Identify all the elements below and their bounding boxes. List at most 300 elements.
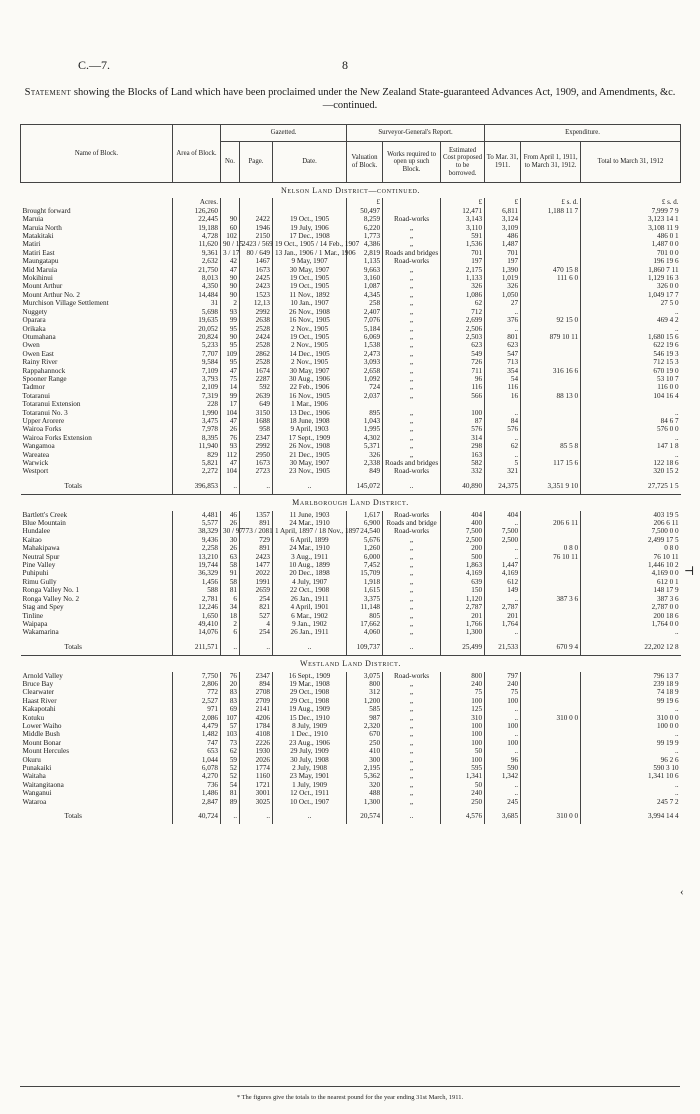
- table-row: [21, 756, 681, 764]
- cell-area: 1,482: [173, 730, 221, 738]
- table-row: [21, 316, 681, 324]
- table-row: [21, 451, 681, 459]
- cell-area: 7,707: [173, 350, 221, 358]
- cell-gazette-date: 20 Dec., 1898: [273, 569, 347, 577]
- cell-total-to-mar-1912: ..: [581, 434, 681, 442]
- cell-to-mar-1911: ..: [485, 325, 521, 333]
- cell-from-apr-1911: [521, 756, 581, 764]
- cell-from-apr-1911: [521, 798, 581, 806]
- table-row: [21, 215, 681, 223]
- cell-gazette-date: 3 Aug., 1911: [273, 553, 347, 561]
- cell-total-to-mar-1912: ..: [581, 789, 681, 797]
- cell-gazette-no: 93: [221, 442, 240, 450]
- cell-to-mar-1911: 801: [485, 333, 521, 341]
- cell-estimated-cost: 200: [441, 544, 485, 552]
- cell-total-to-mar-1912: ..: [581, 705, 681, 713]
- cell-to-mar-1911: 623: [485, 341, 521, 349]
- cell-block-name: Mount Arthur No. 2: [22, 290, 80, 299]
- cell-area: 19,635: [173, 316, 221, 324]
- cell-gazette-page: 3025: [240, 798, 273, 806]
- cell-gazette-no: 90: [221, 333, 240, 341]
- cell-gazette-page: 2528: [240, 325, 273, 333]
- cell-valuation: 326: [347, 451, 383, 459]
- cell-gazette-date: 1 Dec., 1910: [273, 730, 347, 738]
- cell-estimated-cost: 566: [441, 392, 485, 400]
- cell-to-mar-1911: 240: [485, 680, 521, 688]
- cell-estimated-cost: 3,143: [441, 215, 485, 223]
- cell-gazette-page: 2022: [240, 569, 273, 577]
- cell-gazette-no: 83: [221, 688, 240, 696]
- cell-block-name: Mount Bonar: [22, 738, 62, 747]
- cell-to-mar-1911: 486: [485, 232, 521, 240]
- cell-area: 21,750: [173, 266, 221, 274]
- cell-from-apr-1911: 316 16 6: [521, 367, 581, 375]
- cell-from-apr-1911: [521, 578, 581, 586]
- cell-total-to-mar-1912: 387 3 6: [581, 595, 681, 603]
- cell-works: „: [383, 722, 441, 730]
- cell-area: 12,246: [173, 603, 221, 611]
- cell-to-mar-1911: 547: [485, 350, 521, 358]
- cell-total-to-mar-1912: 622 19 6: [581, 341, 681, 349]
- cell-gazette-date: 19 Oct., 1905: [273, 274, 347, 282]
- cell-area: 36,329: [173, 569, 221, 577]
- cell-works: „: [383, 375, 441, 383]
- table-row: [21, 561, 681, 569]
- cell-total-to-mar-1912: 403 19 5: [581, 511, 681, 519]
- cell-total-to-mar-1912: 84 6 7: [581, 417, 681, 425]
- cell-works: „: [383, 764, 441, 772]
- table-row: [21, 747, 681, 755]
- cell-gazette-date: 29 July, 1909: [273, 747, 347, 755]
- cell-area: 2,272: [173, 467, 221, 475]
- cell-from-apr-1911: [521, 467, 581, 475]
- table-header: [21, 125, 681, 183]
- cell-gazette-no: 58: [221, 561, 240, 569]
- cell-to-mar-1911: 2,787: [485, 603, 521, 611]
- cell-valuation: 1,135: [347, 257, 383, 265]
- cell-gazette-date: 26 Jan., 1911: [273, 628, 347, 636]
- table-row: [21, 595, 681, 603]
- cell-from-apr-1911: [521, 215, 581, 223]
- cell-total-to-mar-1912: 1,487 0 0: [581, 240, 681, 248]
- cell-block-name: Wakamarina: [22, 628, 59, 637]
- cell-area: 7,319: [173, 392, 221, 400]
- cell-gazette-page: 592: [240, 383, 273, 391]
- cell-block-name: Waipapa: [22, 619, 48, 628]
- cell-gazette-page: 2026: [240, 756, 273, 764]
- cell-estimated-cost: 240: [441, 680, 485, 688]
- cell-area: 19,744: [173, 561, 221, 569]
- table-row: [21, 603, 681, 611]
- cell-gazette-no: 54: [221, 781, 240, 789]
- cell-valuation: 250: [347, 739, 383, 747]
- table-row: [21, 299, 681, 307]
- cell-to-mar-1911: ..: [485, 434, 521, 442]
- cell-area: 38,329: [173, 527, 221, 535]
- cell-estimated-cost: 250: [441, 798, 485, 806]
- cell-gazette-no: 93: [221, 308, 240, 316]
- unit-label: [21, 198, 173, 206]
- cell-gazette-no: 76: [221, 434, 240, 442]
- cell-to-mar-1911: 7,500: [485, 527, 521, 535]
- cell-gazette-no: 83: [221, 697, 240, 705]
- cell-gazette-no: 91: [221, 569, 240, 577]
- cell-valuation: 8,259: [347, 215, 383, 223]
- cell-estimated-cost: 100: [441, 697, 485, 705]
- cell-gazette-date: 22 Feb., 1906: [273, 383, 347, 391]
- cell-estimated-cost: 12,471: [441, 207, 485, 215]
- cell-from-apr-1911: [521, 628, 581, 636]
- table-row: [21, 553, 681, 561]
- cell-total-to-mar-1912: 116 0 0: [581, 383, 681, 391]
- table-row: [21, 578, 681, 586]
- cell-valuation: 724: [347, 383, 383, 391]
- cell-gazette-no: 95: [221, 341, 240, 349]
- cell-block-name: Bartlett's Creek: [22, 510, 68, 519]
- section-heading: Marlborough Land District.: [21, 495, 681, 511]
- cell-from-apr-1911: 117 15 6: [521, 459, 581, 467]
- cell-to-mar-1911: 54: [485, 375, 521, 383]
- cell-gazette-date: 2 July, 1908: [273, 764, 347, 772]
- cell-gazette-page: 894: [240, 680, 273, 688]
- cell-valuation: 4,386: [347, 240, 383, 248]
- cell-to-mar-1911: 5: [485, 459, 521, 467]
- cell-total-to-mar-1912: 1,860 7 11: [581, 266, 681, 274]
- cell-area: 8,395: [173, 434, 221, 442]
- cell-estimated-cost: 2,500: [441, 536, 485, 544]
- cell-block-name: Rappahannock: [22, 366, 66, 375]
- table-row: [21, 672, 681, 680]
- cell-to-mar-1911: 1,764: [485, 620, 521, 628]
- table-row: [21, 341, 681, 349]
- cell-valuation: 849: [347, 467, 383, 475]
- cell-total-to-mar-1912: 104 16 4: [581, 392, 681, 400]
- cell-area: 1,456: [173, 578, 221, 586]
- cell-total-to-mar-1912: ..: [581, 628, 681, 636]
- cell-block-name: Clearwater: [22, 688, 55, 697]
- cell-from-apr-1911: [521, 383, 581, 391]
- cell-valuation: 1,615: [347, 586, 383, 594]
- cell-to-mar-1911: 100: [485, 722, 521, 730]
- cell-works: „: [383, 350, 441, 358]
- cell-gazette-date: 30 May, 1907: [273, 266, 347, 274]
- cell-total-to-mar-1912: 590 3 10: [581, 764, 681, 772]
- col-header-date: Date.: [273, 142, 347, 183]
- table-row: [21, 240, 681, 248]
- cell-gazette-date: 1 Mar., 1906: [273, 400, 347, 408]
- cell-valuation: 1,617: [347, 511, 383, 519]
- cell-to-mar-1911: 3,109: [485, 224, 521, 232]
- cell-gazette-no: 95: [221, 358, 240, 366]
- page-number: 8: [342, 58, 348, 72]
- cell-area: 7,750: [173, 672, 221, 680]
- cell-works: „: [383, 756, 441, 764]
- cell-to-mar-1911: ..: [485, 409, 521, 417]
- cell-gazette-page: 2150: [240, 232, 273, 240]
- unit-label: Acres.: [173, 198, 221, 206]
- cell-to-mar-1911: 1,447: [485, 561, 521, 569]
- cell-total-to-mar-1912: 122 18 6: [581, 459, 681, 467]
- cell-works: Roads and bridges: [383, 249, 441, 257]
- cell-estimated-cost: 87: [441, 417, 485, 425]
- cell-block-name: Pine Valley: [22, 561, 56, 570]
- cell-total-to-mar-1912: 147 1 8: [581, 442, 681, 450]
- cell-gazette-no: 75: [221, 375, 240, 383]
- cell-block-name: Mount Hercules: [22, 747, 70, 756]
- cell-gazette-page: ..: [240, 476, 273, 495]
- cell-works: „: [383, 620, 441, 628]
- cell-block-name: Matiri East: [22, 248, 55, 257]
- cell-gazette-page: 2708: [240, 688, 273, 696]
- cell-from-apr-1911: [521, 425, 581, 433]
- cell-works: „: [383, 274, 441, 282]
- cell-gazette-date: 26 Nov., 1908: [273, 442, 347, 450]
- cell-works: „: [383, 628, 441, 636]
- cell-gazette-no: 99: [221, 392, 240, 400]
- cell-block-name: Spooner Range: [22, 374, 67, 383]
- cell-from-apr-1911: [521, 772, 581, 780]
- cell-gazette-no: 2: [221, 620, 240, 628]
- cell-from-apr-1911: [521, 561, 581, 569]
- cell-works: „: [383, 688, 441, 696]
- cell-estimated-cost: 800: [441, 672, 485, 680]
- cell-gazette-page: 2347: [240, 434, 273, 442]
- cell-area: 13,210: [173, 553, 221, 561]
- col-header-expenditure: Expenditure.: [485, 125, 681, 142]
- cell-valuation: 2,320: [347, 722, 383, 730]
- cell-from-apr-1911: [521, 680, 581, 688]
- cell-gazette-date: 13 Jan., 1906 / 1 Mar., 1906: [273, 249, 347, 257]
- cell-total-to-mar-1912: 96 2 6: [581, 756, 681, 764]
- cell-to-mar-1911: 62: [485, 442, 521, 450]
- cell-estimated-cost: 2,787: [441, 603, 485, 611]
- cell-to-mar-1911: 797: [485, 672, 521, 680]
- cell-gazette-date: 12 Oct., 1911: [273, 789, 347, 797]
- cell-from-apr-1911: 3,351 9 10: [521, 476, 581, 495]
- cell-gazette-page: 2424: [240, 333, 273, 341]
- table-row: [21, 467, 681, 475]
- cell-valuation: 320: [347, 781, 383, 789]
- col-header-works: Works required to open up such Block.: [383, 142, 441, 183]
- cell-area: 11,940: [173, 442, 221, 450]
- cell-block-name: Wairoa Forks: [22, 425, 62, 434]
- cell-works: „: [383, 595, 441, 603]
- cell-gazette-date: 26 Jan., 1911: [273, 595, 347, 603]
- cell-block-name: Neutral Spur: [22, 552, 60, 561]
- table-row: [21, 333, 681, 341]
- table-row: [21, 383, 681, 391]
- cell-to-mar-1911: 1,390: [485, 266, 521, 274]
- cell-estimated-cost: 701: [441, 249, 485, 257]
- cell-valuation: 670: [347, 730, 383, 738]
- cell-from-apr-1911: [521, 375, 581, 383]
- cell-gazette-page: 729: [240, 536, 273, 544]
- cell-to-mar-1911: 149: [485, 586, 521, 594]
- cell-works: „: [383, 739, 441, 747]
- cell-gazette-page: 1477: [240, 561, 273, 569]
- cell-total-to-mar-1912: 310 0 0: [581, 714, 681, 722]
- cell-to-mar-1911: ..: [485, 519, 521, 527]
- cell-to-mar-1911: ..: [485, 553, 521, 561]
- col-header-to-mar: To Mar. 31, 1911.: [485, 142, 521, 183]
- cell-gazette-no: ..: [221, 476, 240, 495]
- cell-valuation: 20,574: [347, 806, 383, 824]
- cell-works: „: [383, 367, 441, 375]
- cell-gazette-page: 1523: [240, 291, 273, 299]
- cell-gazette-date: 15 Dec., 1910: [273, 714, 347, 722]
- cell-valuation: 24,540: [347, 527, 383, 535]
- cell-works: „: [383, 316, 441, 324]
- cell-from-apr-1911: [521, 511, 581, 519]
- section-heading-row: [21, 183, 681, 199]
- cell-works: „: [383, 714, 441, 722]
- cell-works: Road-works: [383, 467, 441, 475]
- cell-gazette-page: 2422: [240, 215, 273, 223]
- unit-label: [221, 198, 240, 206]
- cell-valuation: 2,658: [347, 367, 383, 375]
- cell-gazette-date: 24 Mar., 1910: [273, 544, 347, 552]
- cell-gazette-page: ..: [240, 806, 273, 824]
- cell-area: 2,086: [173, 714, 221, 722]
- cell-works: „: [383, 232, 441, 240]
- cell-total-to-mar-1912: 27 5 0: [581, 299, 681, 307]
- cell-gazette-date: 9 April, 1903: [273, 425, 347, 433]
- cell-estimated-cost: 1,086: [441, 291, 485, 299]
- cell-estimated-cost: 595: [441, 764, 485, 772]
- cell-gazette-no: 104: [221, 467, 240, 475]
- cell-gazette-page: 1946: [240, 224, 273, 232]
- section-heading-row: [21, 656, 681, 672]
- cell-valuation: 1,043: [347, 417, 383, 425]
- cell-estimated-cost: 100: [441, 409, 485, 417]
- cell-from-apr-1911: [521, 612, 581, 620]
- cell-gazette-page: 2709: [240, 697, 273, 705]
- cell-estimated-cost: 310: [441, 714, 485, 722]
- cell-gazette-no: 47: [221, 266, 240, 274]
- cell-valuation: 5,362: [347, 772, 383, 780]
- cell-gazette-date: 19 July, 1906: [273, 224, 347, 232]
- cell-gazette-date: 4 April, 1901: [273, 603, 347, 611]
- cell-works: „: [383, 291, 441, 299]
- table-row: [21, 628, 681, 636]
- cell-estimated-cost: 116: [441, 383, 485, 391]
- cell-from-apr-1911: 0 8 0: [521, 544, 581, 552]
- cell-valuation: 145,072: [347, 476, 383, 495]
- cell-to-mar-1911: 100: [485, 697, 521, 705]
- cell-estimated-cost: 1,300: [441, 628, 485, 636]
- cell-block-name: Brought forward: [22, 206, 71, 215]
- cell-total-to-mar-1912: 22,202 12 8: [581, 637, 681, 656]
- cell-block-name: Totaranui No. 3: [22, 408, 68, 417]
- cell-gazette-date: 23 Nov., 1905: [273, 467, 347, 475]
- cell-area: 20,824: [173, 333, 221, 341]
- cell-gazette-page: 3001: [240, 789, 273, 797]
- table-row: [21, 325, 681, 333]
- cell-gazette-no: 104: [221, 409, 240, 417]
- cell-gazette-date: 10 Jan., 1907: [273, 299, 347, 307]
- cell-valuation: 805: [347, 612, 383, 620]
- margin-mark: ⊣: [684, 564, 695, 578]
- cell-valuation: 1,092: [347, 375, 383, 383]
- cell-gazette-page: 254: [240, 628, 273, 636]
- cell-from-apr-1911: [521, 224, 581, 232]
- cell-works: „: [383, 333, 441, 341]
- cell-gazette-date: 30 May, 1907: [273, 367, 347, 375]
- cell-total-to-mar-1912: 320 15 2: [581, 467, 681, 475]
- cell-to-mar-1911: 3,685: [485, 806, 521, 824]
- cell-works: „: [383, 451, 441, 459]
- cell-to-mar-1911: 100: [485, 739, 521, 747]
- cell-area: 736: [173, 781, 221, 789]
- cell-works: „: [383, 358, 441, 366]
- cell-gazette-no: ..: [221, 637, 240, 656]
- cell-gazette-no: 47: [221, 417, 240, 425]
- unit-label: [383, 198, 441, 206]
- table-row: [21, 308, 681, 316]
- cell-area: 31: [173, 299, 221, 307]
- cell-from-apr-1911: [521, 569, 581, 577]
- cell-to-mar-1911: ..: [485, 451, 521, 459]
- cell-to-mar-1911: 2,500: [485, 536, 521, 544]
- cell-estimated-cost: 96: [441, 375, 485, 383]
- cell-to-mar-1911: ..: [485, 781, 521, 789]
- cell-gazette-date: 24 Mar., 1910: [273, 519, 347, 527]
- cell-area: 9,436: [173, 536, 221, 544]
- cell-from-apr-1911: [521, 586, 581, 594]
- cell-works: „: [383, 705, 441, 713]
- cell-valuation: 7,076: [347, 316, 383, 324]
- cell-gazette-page: [240, 207, 273, 215]
- cell-gazette-no: 52: [221, 772, 240, 780]
- cell-area: 2,806: [173, 680, 221, 688]
- cell-block-name: Ronga Valley No. 2: [22, 594, 80, 603]
- cell-to-mar-1911: 197: [485, 257, 521, 265]
- cell-gazette-page: 2347: [240, 672, 273, 680]
- cell-gazette-date: 19 Oct., 1905: [273, 215, 347, 223]
- cell-block-name: Owen East: [22, 349, 54, 358]
- cell-gazette-page: 891: [240, 519, 273, 527]
- cell-from-apr-1911: [521, 747, 581, 755]
- cell-gazette-date: 19 Aug., 1909: [273, 705, 347, 713]
- cell-from-apr-1911: [521, 400, 581, 408]
- cell-from-apr-1911: [521, 409, 581, 417]
- cell-gazette-date: 19 Mar., 1908: [273, 680, 347, 688]
- cell-from-apr-1911: 1,188 11 7: [521, 207, 581, 215]
- cell-gazette-date: 2 Nov., 1905: [273, 341, 347, 349]
- cell-from-apr-1911: 879 10 11: [521, 333, 581, 341]
- cell-gazette-date: 16 Nov., 1905: [273, 316, 347, 324]
- cell-total-to-mar-1912: 99 19 9: [581, 739, 681, 747]
- cell-gazette-page: 2950: [240, 451, 273, 459]
- totals-row: [21, 476, 681, 495]
- cell-block-name: Murchison Village Settlement: [22, 299, 109, 308]
- cell-gazette-no: 47: [221, 367, 240, 375]
- cell-estimated-cost: 400: [441, 519, 485, 527]
- cell-gazette-page: 2423: [240, 282, 273, 290]
- unit-label: £ s. d.: [521, 198, 581, 206]
- cell-from-apr-1911: [521, 672, 581, 680]
- cell-gazette-page: 2862: [240, 350, 273, 358]
- cell-to-mar-1911: 21,533: [485, 637, 521, 656]
- cell-total-to-mar-1912: 76 10 11: [581, 553, 681, 561]
- cell-area: 2,527: [173, 697, 221, 705]
- cell-estimated-cost: 549: [441, 350, 485, 358]
- cell-estimated-cost: 4,169: [441, 569, 485, 577]
- cell-area: 14,076: [173, 628, 221, 636]
- cell-valuation: 5,371: [347, 442, 383, 450]
- table-row: [21, 680, 681, 688]
- title-text: showing the Blocks of Land which have been proclaimed under the New Zealand State-guaranteed Advances Act, 1909, and Amendments, &c.—continued.: [73, 87, 676, 111]
